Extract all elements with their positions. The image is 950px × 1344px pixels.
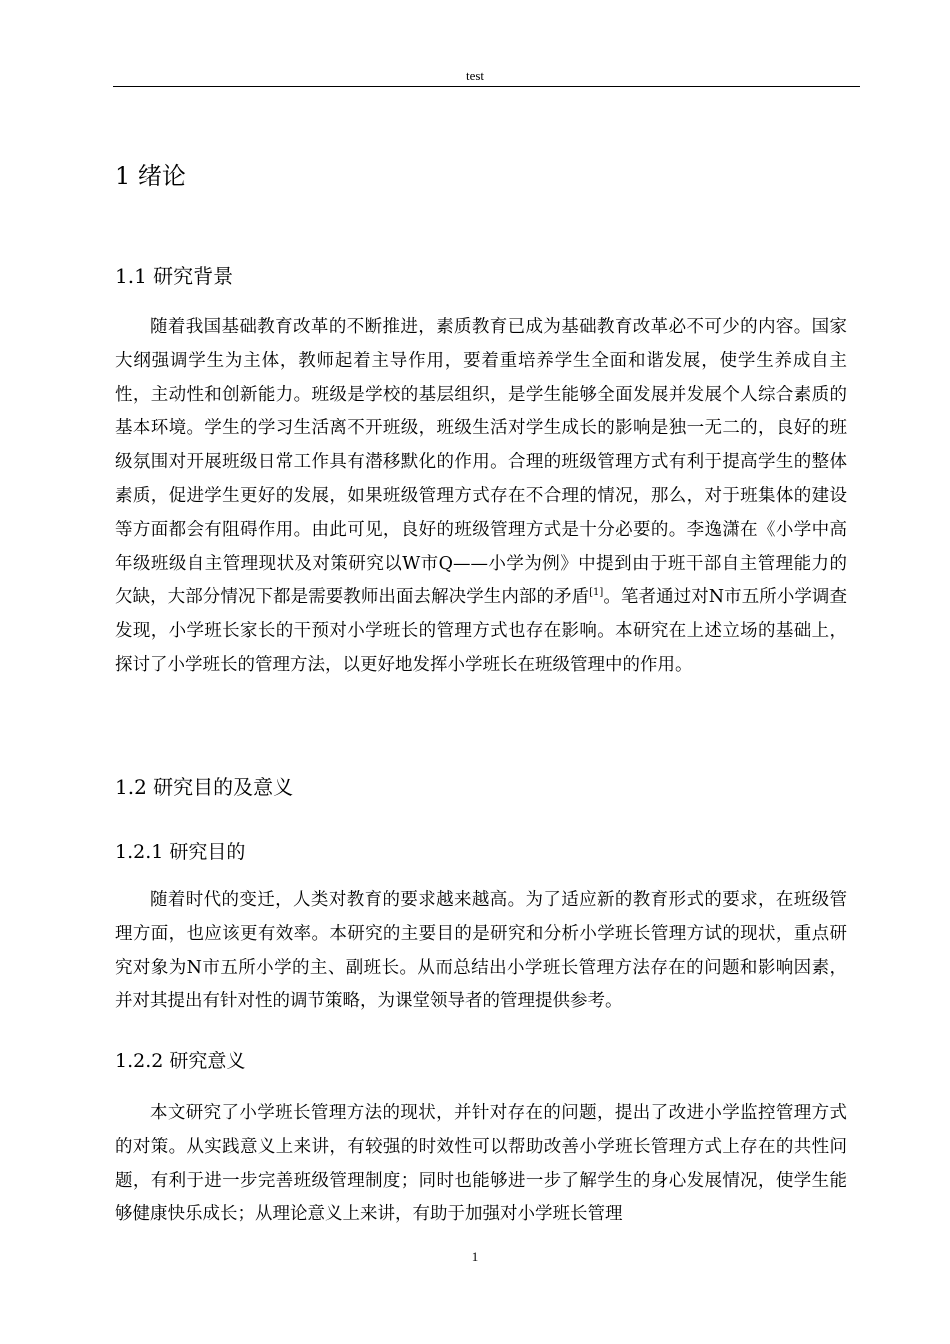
paragraph-research-purpose: 随着时代的变迁，人类对教育的要求越来越高。为了适应新的教育形式的要求，在班级管理方面，也应该更有效率。本研究的主要目的是研究和分析小学班长管理方试的现状，重点研究对象为N市五所小学的主、副班长。从而总结出小学班长管理方法存在的问题和影响因素，并对其提出有针对性的调节策略，为课堂领导者的管理提供参考。 (115, 890, 847, 1012)
paragraph-research-significance: 本文研究了小学班长管理方法的现状，并针对存在的问题，提出了改进小学监控管理方式的对策。从实践意义上来讲，有较强的时效性可以帮助改善小学班长管理方式上存在的共性问题，有利于进一步完善班级管理制度；同时也能够进一步了解学生的身心发展情况，使学生能够健康快乐成长；从理论意义上来讲，有助于加强对小学班长管理 (115, 1103, 847, 1225)
header-rule (113, 86, 860, 87)
citation-marker: [1] (589, 587, 604, 599)
paragraph-text: 随着我国基础教育改革的不断推进，素质教育已成为基础教育改革必不可少的内容。国家大纲强调学生为主体，教师起着主导作用，要着重培养学生全面和谐发展，使学生养成自主性，主动性和创新能力。班级是学校的基层组织，是学生能够全面发展并发展个人综合素质的基本环境。学生的学习生活离不开班级，班级生活对学生成长的影响是独一无二的，良好的班级氛围对开展班级日常工作具有潜移默化的作用。合理的班级管理方式有利于提高学生的整体素质，促进学生更好的发展，如果班级管理方式存在不合理的情况，那么，对于班集体的建设等方面都会有阻碍作用。由此可见，良好的班级管理方式是十分必要的。李逸潇在《小学中高年级班级自主管理现状及对策研究以W市Q——小学为例》中提到由于班干部自主管理能力的欠缺，大部分情况下都是需要教师出面去解决学生内部的矛盾 (115, 317, 847, 608)
section-title-1-2: 1.2 研究目的及意义 (115, 775, 294, 799)
section-title-1-2-2: 1.2.2 研究意义 (115, 1050, 246, 1072)
page-number: 1 (471, 1249, 479, 1264)
section-title-1-2-1: 1.2.1 研究目的 (115, 841, 246, 863)
page-header: test (465, 68, 485, 83)
paragraph-research-background (115, 311, 847, 683)
paragraph-text: 。笔者通过对N市五所小学调查发现，小学班长家长的干预对小学班长的管理方式也存在影响。本研究在上述立场的基础上，探讨了小学班长的管理方法，以更好地发挥小学班长在班级管理中的作用。 (115, 587, 847, 675)
chapter-title: 1 绪论 (115, 162, 186, 190)
section-title-1-1: 1.1 研究背景 (115, 264, 234, 288)
